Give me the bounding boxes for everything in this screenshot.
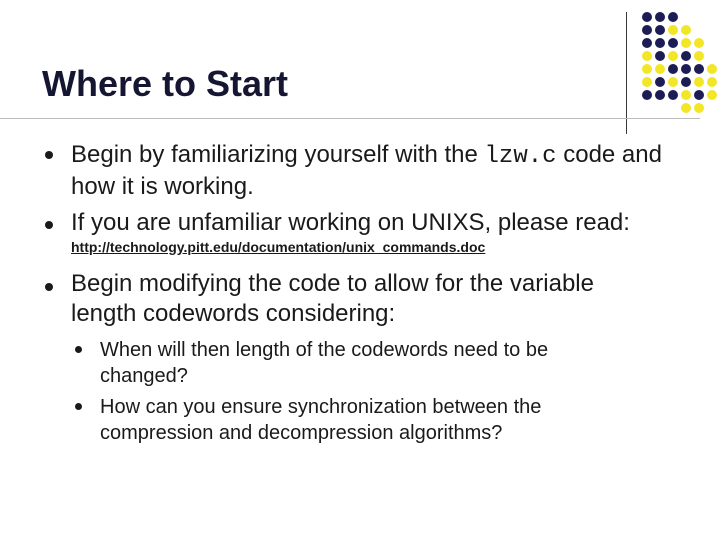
dot (694, 103, 704, 113)
vertical-divider (626, 12, 627, 134)
sub-bullet-icon (75, 346, 82, 353)
dot (694, 64, 704, 74)
decorative-dot-grid (642, 12, 720, 122)
dot (681, 64, 691, 74)
dot (642, 64, 652, 74)
bullet-1-code: lzw.c (484, 143, 557, 170)
dot (655, 77, 665, 87)
dot (681, 103, 691, 113)
dot (642, 25, 652, 35)
dot (655, 51, 665, 61)
sub-bullet-icon (75, 403, 82, 410)
dot (694, 38, 704, 48)
dot (681, 25, 691, 35)
sub-bullet-1: When will then length of the codewords need to be changed? (100, 339, 549, 387)
dot (642, 90, 652, 100)
dot (681, 77, 691, 87)
dot (655, 25, 665, 35)
dot-grid-circles (642, 12, 717, 113)
slide-title: Where to Start (42, 63, 289, 104)
unix-commands-link[interactable]: http://technology.pitt.edu/documentation/unix_commands.doc (71, 239, 486, 255)
sub-bullet-2: How can you ensure synchronization between the compression and decompression algorithms? (100, 396, 542, 444)
dot (668, 12, 678, 22)
dot (668, 90, 678, 100)
dot (668, 64, 678, 74)
dot (655, 38, 665, 48)
dot (681, 38, 691, 48)
title-divider (0, 118, 700, 119)
dot (642, 77, 652, 87)
bullet-icon (45, 283, 53, 291)
dot (668, 77, 678, 87)
dot (694, 51, 704, 61)
bullet-2: If you are unfamiliar working on UNIXS, please read: (71, 209, 630, 236)
dot (694, 77, 704, 87)
dot (668, 38, 678, 48)
dot (642, 38, 652, 48)
dot (642, 51, 652, 61)
bullet-1-text: Begin by familiarizing yourself with the (71, 141, 485, 168)
bullet-1-text-end: code and how it is working. (71, 141, 662, 200)
bullet-1 (71, 140, 691, 202)
dot (642, 12, 652, 22)
dot (707, 77, 717, 87)
dot (668, 25, 678, 35)
dot (655, 90, 665, 100)
bullet-icon (45, 151, 53, 159)
dot (681, 90, 691, 100)
bullet-icon (45, 221, 53, 229)
dot (655, 64, 665, 74)
dot (707, 64, 717, 74)
dot (707, 90, 717, 100)
dot (694, 90, 704, 100)
bullet-3: Begin modifying the code to allow for the variable length codewords considering: (71, 270, 594, 327)
dot (668, 51, 678, 61)
dot (655, 12, 665, 22)
dot (681, 51, 691, 61)
